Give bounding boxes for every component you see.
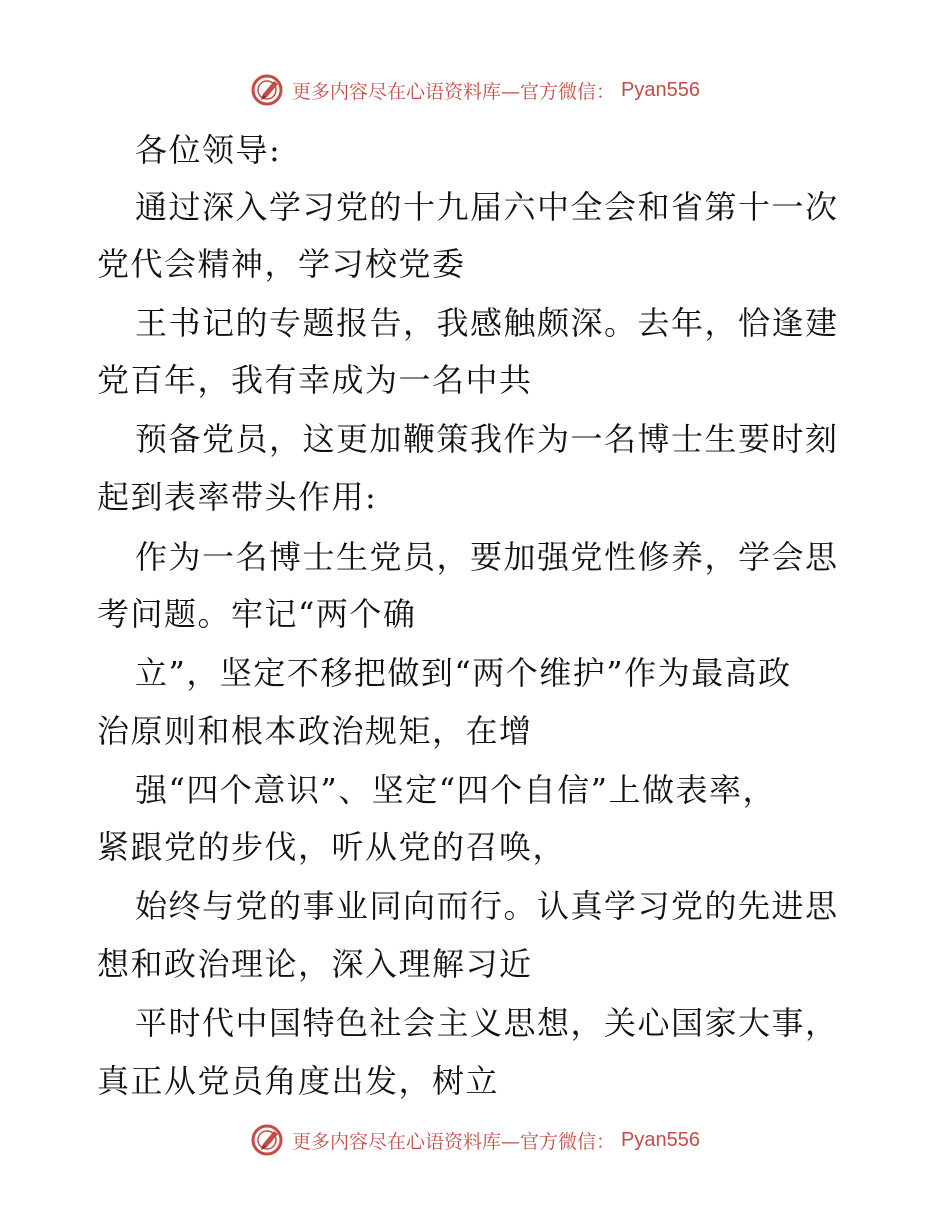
watermark-header — [0, 70, 950, 110]
text-line: 真正从党员角度出发，树立 — [97, 1062, 500, 1100]
watermark-text: 更多内容尽在心语资料库—官方微信： — [292, 1130, 616, 1153]
text-line: 想和政治理论，深入理解习近 — [97, 945, 533, 983]
text-line: 立”，坚定不移把做到“两个维护”作为最高政 — [135, 654, 792, 692]
watermark-wechat-id: Pyan556 — [621, 78, 700, 101]
watermark-text: 更多内容尽在心语资料库—官方微信： — [292, 80, 616, 103]
pen-nib-icon — [250, 72, 286, 108]
text-line: 起到表率带头作用: — [97, 478, 378, 516]
text-line: 王书记的专题报告，我感触颇深。去年，恰逢建 — [135, 304, 839, 342]
text-line: 预备党员，这更加鞭策我作为一名博士生要时刻 — [135, 420, 839, 458]
text-line: 治原则和根本政治规矩，在增 — [97, 712, 533, 750]
text-line: 党代会精神，学习校党委 — [97, 245, 466, 283]
text-line: 考问题。牢记“两个确 — [97, 595, 417, 633]
text-line: 通过深入学习党的十九届六中全会和省第十一次 — [135, 188, 839, 226]
text-line: 始终与党的事业同向而行。认真学习党的先进思 — [135, 887, 839, 925]
watermark-wechat-id: Pyan556 — [621, 1128, 700, 1151]
watermark-footer — [0, 1120, 950, 1160]
pen-nib-icon — [250, 1122, 286, 1158]
text-line: 作为一名博士生党员，要加强党性修养，学会思 — [135, 538, 839, 576]
text-line: 各位领导: — [135, 131, 282, 169]
text-line: 强“四个意识”、坚定“四个自信”上做表率， — [135, 771, 776, 809]
text-line: 平时代中国特色社会主义思想，关心国家大事， — [135, 1004, 839, 1042]
text-line: 紧跟党的步伐，听从党的召唤， — [97, 828, 567, 866]
text-line: 党百年，我有幸成为一名中共 — [97, 361, 533, 399]
